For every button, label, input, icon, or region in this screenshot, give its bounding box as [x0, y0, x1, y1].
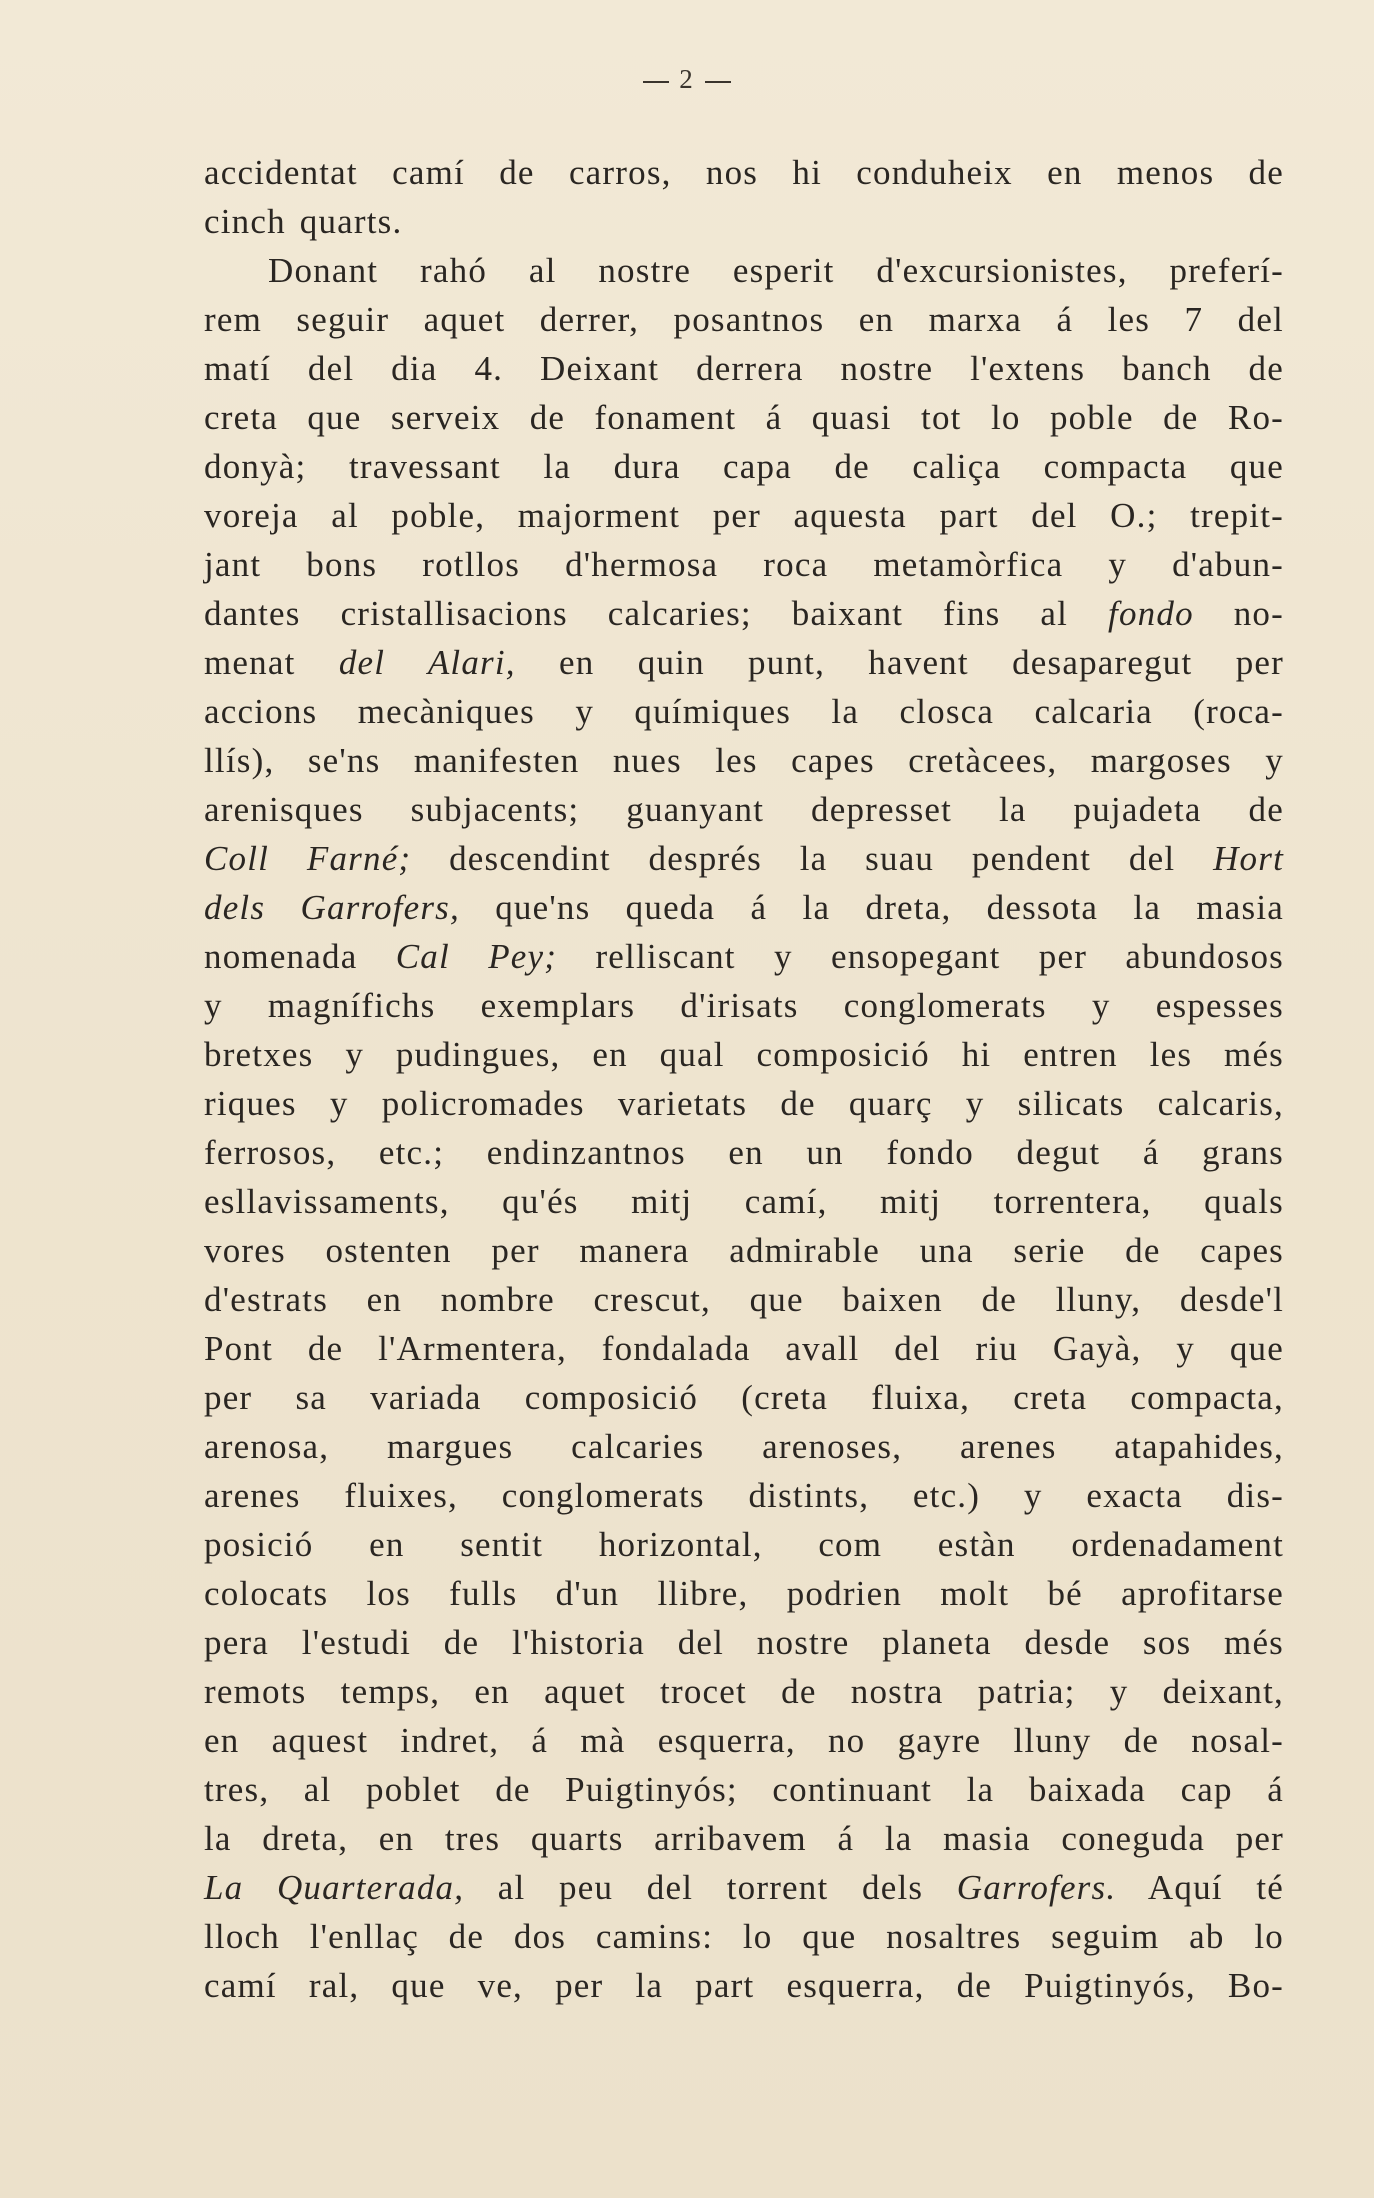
text-run: Pont de l'Armentera, fondalada avall del riu Gayà, y que — [204, 1329, 1284, 1368]
text-run: la dreta, en tres quarts arribavem á la masia coneguda per — [204, 1819, 1284, 1858]
text-run: posició en sentit horizontal, com estàn ordenadament — [204, 1525, 1284, 1564]
text-line — [204, 1030, 1284, 1079]
text-run: menat — [204, 643, 339, 682]
text-run: no- — [1193, 594, 1284, 633]
text-run: cinch quarts. — [204, 202, 403, 241]
text-run: accions mecàniques y químiques la closca calcaria (roca- — [204, 692, 1284, 731]
text-run: remots temps, en aquet trocet de nostra patria; y deixant, — [204, 1672, 1284, 1711]
text-run: arenisques subjacents; guanyant depresset la pujadeta de — [204, 790, 1284, 829]
text-line — [204, 1422, 1284, 1471]
text-run: arenosa, margues calcaries arenoses, arenes atapahides, — [204, 1427, 1284, 1466]
text-run: riques y policromades varietats de quarç y silicats calcaris, — [204, 1084, 1284, 1123]
text-line — [204, 1814, 1284, 1863]
text-run: dantes cristallisacions calcaries; baixant fins al — [204, 594, 1109, 633]
text-line — [204, 785, 1284, 834]
text-line — [204, 540, 1284, 589]
text-run: al peu del torrent dels — [464, 1868, 957, 1907]
text-run: per sa variada composició (creta fluixa, creta compacta, — [204, 1378, 1284, 1417]
text-line — [204, 1079, 1284, 1128]
text-line — [204, 1569, 1284, 1618]
text-run: tres, al poblet de Puigtinyós; continuant la baixada cap á — [204, 1770, 1284, 1809]
text-run: vores ostenten per manera admirable una serie de capes — [204, 1231, 1284, 1270]
text-run: Donant rahó al nostre esperit d'excursionistes, preferí- — [268, 251, 1284, 290]
text-line — [204, 1520, 1284, 1569]
text-run: lloch l'enllaç de dos camins: lo que nosaltres seguim ab lo — [204, 1917, 1284, 1956]
text-line — [204, 246, 1284, 295]
text-run: relliscant y ensopegant per abundosos — [557, 937, 1284, 976]
text-line — [204, 1471, 1284, 1520]
text-line — [204, 442, 1284, 491]
text-run: descendint després la suau pendent del — [411, 839, 1214, 878]
text-line — [204, 687, 1284, 736]
text-line — [204, 1961, 1284, 2010]
text-run: esllavissaments, qu'és mitj camí, mitj torrentera, quals — [204, 1182, 1284, 1221]
italic-text: dels Garrofers, — [204, 888, 460, 927]
text-run: en aquest indret, á mà esquerra, no gayre lluny de nosal- — [204, 1721, 1284, 1760]
text-line — [204, 638, 1284, 687]
text-line — [204, 736, 1284, 785]
text-line — [204, 1765, 1284, 1814]
italic-text: Cal Pey; — [395, 937, 558, 976]
text-run: y magnífichs exemplars d'irisats conglomerats y espesses — [204, 986, 1284, 1025]
text-line — [204, 1324, 1284, 1373]
text-run: accidentat camí de carros, nos hi conduheix en menos de — [204, 153, 1284, 192]
text-run: que'ns queda á la dreta, dessota la masia — [459, 888, 1284, 927]
text-run: en quin punt, havent desaparegut per — [515, 643, 1285, 682]
italic-text: fondo — [1108, 594, 1194, 633]
text-line — [204, 834, 1284, 883]
text-run: Aquí té — [1116, 1868, 1284, 1907]
page-number-dash-left — [643, 81, 669, 83]
text-line — [204, 1912, 1284, 1961]
text-run: camí ral, que ve, per la part esquerra, de Puigtinyós, Bo- — [204, 1966, 1284, 2005]
text-run: donyà; travessant la dura capa de caliça compacta que — [204, 447, 1284, 486]
italic-text: Coll Farné; — [204, 839, 412, 878]
text-line — [204, 1863, 1284, 1912]
text-run: ferrosos, etc.; endinzantnos en un fondo degut á grans — [204, 1133, 1284, 1172]
text-line — [204, 344, 1284, 393]
text-run: pera l'estudi de l'historia del nostre planeta desde sos més — [204, 1623, 1284, 1662]
text-run: bretxes y pudingues, en qual composició hi entren les més — [204, 1035, 1284, 1074]
text-run: arenes fluixes, conglomerats distints, etc.) y exacta dis- — [204, 1476, 1284, 1515]
body-text — [204, 148, 1284, 2010]
text-line — [204, 589, 1284, 638]
text-line — [204, 1618, 1284, 1667]
text-line — [204, 1128, 1284, 1177]
text-line — [204, 883, 1284, 932]
text-run: creta que serveix de fonament á quasi tot lo poble de Ro- — [204, 398, 1284, 437]
page-number-dash-right — [705, 81, 731, 83]
text-line — [204, 393, 1284, 442]
text-line — [204, 148, 1284, 197]
italic-text: Garrofers. — [956, 1868, 1117, 1907]
text-line — [204, 932, 1284, 981]
text-line — [204, 1373, 1284, 1422]
italic-text: Hort — [1213, 839, 1284, 878]
text-line — [204, 295, 1284, 344]
text-line — [204, 1667, 1284, 1716]
italic-text: del Alari, — [338, 643, 516, 682]
text-line — [204, 1716, 1284, 1765]
text-run: voreja al poble, majorment per aquesta part del O.; trepit- — [204, 496, 1284, 535]
text-run: llís), se'ns manifesten nues les capes cretàcees, margoses y — [204, 741, 1284, 780]
text-line — [204, 1275, 1284, 1324]
text-line — [204, 1226, 1284, 1275]
text-run: colocats los fulls d'un llibre, podrien molt bé aprofitarse — [204, 1574, 1284, 1613]
page-number-value: 2 — [679, 64, 695, 94]
text-run: jant bons rotllos d'hermosa roca metamòrfica y d'abun- — [204, 545, 1284, 584]
text-line — [204, 1177, 1284, 1226]
text-run: matí del dia 4. Deixant derrera nostre l'extens banch de — [204, 349, 1284, 388]
text-line — [204, 981, 1284, 1030]
italic-text: La Quarterada, — [204, 1868, 465, 1907]
text-line — [204, 197, 1284, 246]
text-run: rem seguir aquet derrer, posantnos en marxa á les 7 del — [204, 300, 1284, 339]
text-run: d'estrats en nombre crescut, que baixen de lluny, desde'l — [204, 1280, 1284, 1319]
text-run: nomenada — [204, 937, 396, 976]
page-number — [0, 64, 1374, 95]
text-line — [204, 491, 1284, 540]
